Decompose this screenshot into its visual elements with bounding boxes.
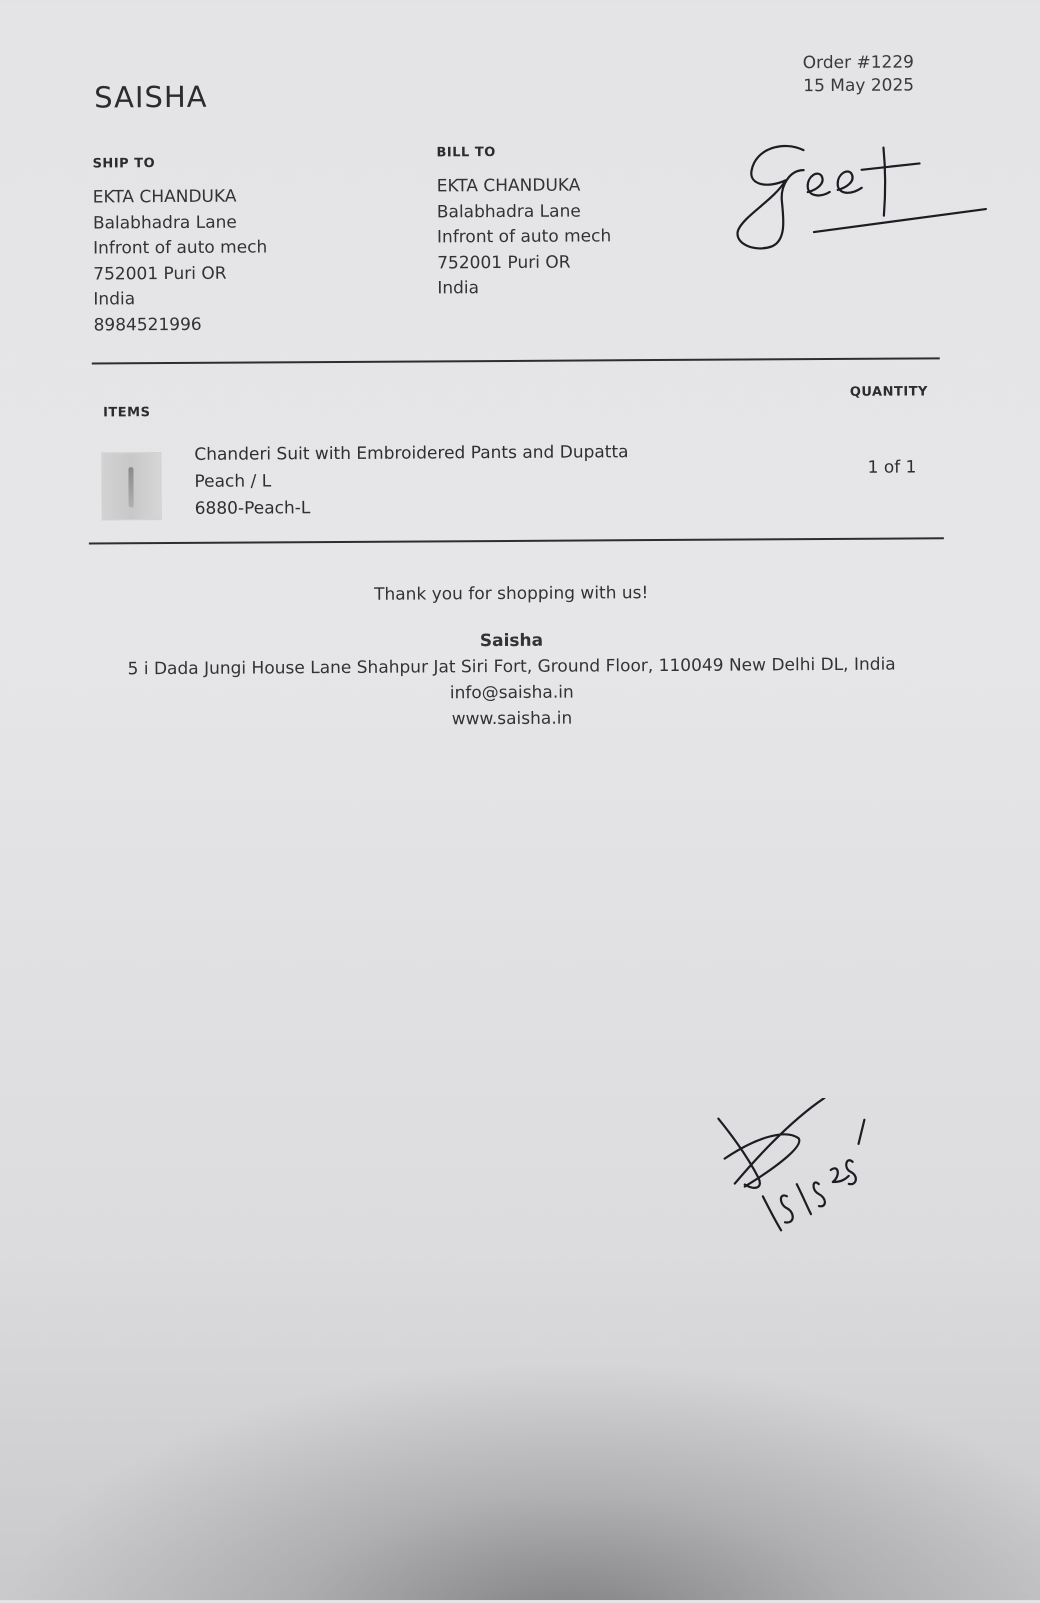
signature-top xyxy=(733,139,994,271)
ship-to-address xyxy=(93,184,268,338)
item-quantity: 1 of 1 xyxy=(867,457,917,478)
order-date: 15 May 2025 xyxy=(803,75,915,97)
company-name: Saisha xyxy=(479,630,544,652)
ship-to-line: Infront of auto mech xyxy=(93,237,268,259)
order-number: Order #1229 xyxy=(802,52,915,74)
bill-to-section xyxy=(436,144,611,302)
product-thumbnail xyxy=(101,452,161,520)
ship-to-label: SHIP TO xyxy=(92,156,156,172)
bill-to-line: Infront of auto mech xyxy=(436,226,612,248)
footer xyxy=(1,581,1022,735)
signature-bottom xyxy=(714,1098,885,1249)
ship-to-line: Balabhadra Lane xyxy=(92,212,237,233)
ship-to-line: EKTA CHANDUKA xyxy=(92,186,237,208)
ship-to-line: 752001 Puri OR xyxy=(93,263,227,284)
company-address: 5 i Dada Jungi House Lane Shahpur Jat Siri Fort, Ground Floor, 110049 New Delhi DL, India xyxy=(127,654,896,680)
ship-to-section xyxy=(93,155,268,338)
bill-to-line: Balabhadra Lane xyxy=(436,201,581,222)
item-details xyxy=(194,439,629,523)
bill-to-line: EKTA CHANDUKA xyxy=(436,175,581,197)
bill-to-address xyxy=(437,173,612,302)
item-sku: 6880-Peach-L xyxy=(194,498,311,519)
order-info xyxy=(803,51,915,98)
brand-name: SAISHA xyxy=(94,79,208,115)
section-divider xyxy=(89,537,944,544)
company-email: info@saisha.in xyxy=(449,682,574,704)
item-name: Chanderi Suit with Embroidered Pants and Dupatta xyxy=(194,442,629,465)
item-variant: Peach / L xyxy=(194,471,272,492)
items-header: ITEMS xyxy=(103,405,151,421)
company-website: www.saisha.in xyxy=(451,708,573,730)
ship-to-phone: 8984521996 xyxy=(93,314,202,335)
thank-you-message: Thank you for shopping with us! xyxy=(374,583,649,605)
bill-to-line: India xyxy=(437,278,480,299)
bill-to-line: 752001 Puri OR xyxy=(437,252,571,273)
quantity-header: QUANTITY xyxy=(849,384,929,400)
ship-to-line: India xyxy=(93,289,136,310)
bill-to-label: BILL TO xyxy=(436,145,496,161)
section-divider xyxy=(92,357,940,364)
